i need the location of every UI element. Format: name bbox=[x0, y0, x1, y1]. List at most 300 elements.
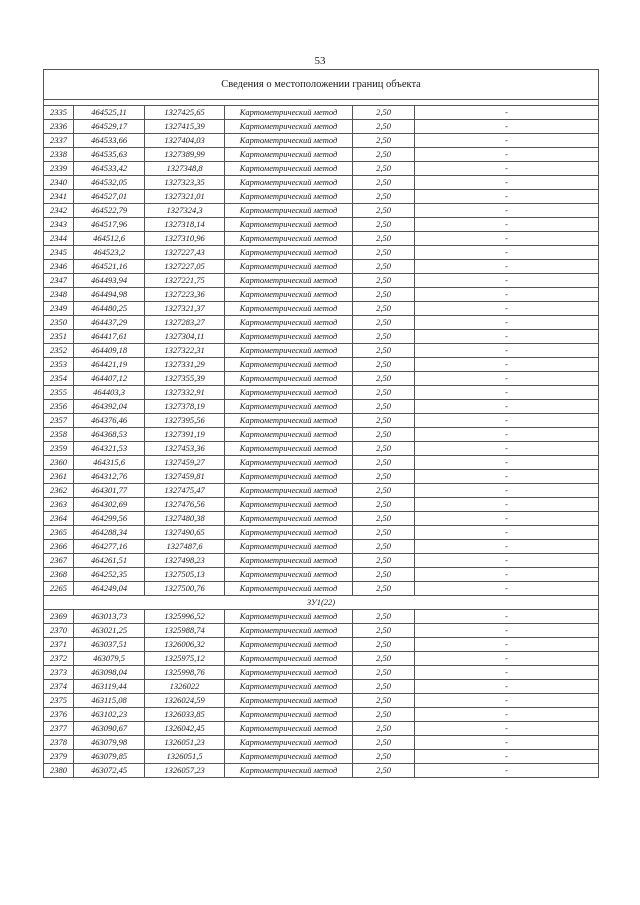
y-coordinate-cell: 1327323,35 bbox=[145, 176, 225, 190]
point-number-cell: 2356 bbox=[44, 400, 74, 414]
point-number-cell: 2376 bbox=[44, 708, 74, 722]
y-coordinate-cell: 1327332,91 bbox=[145, 386, 225, 400]
table-title: Сведения о местоположении границ объекта bbox=[44, 70, 599, 100]
method-cell: Картометрический метод bbox=[225, 218, 353, 232]
y-coordinate-cell: 1327391,19 bbox=[145, 428, 225, 442]
accuracy-cell: 2,50 bbox=[353, 694, 415, 708]
y-coordinate-cell: 1326033,85 bbox=[145, 708, 225, 722]
table-row bbox=[44, 316, 599, 330]
point-number-cell: 2349 bbox=[44, 302, 74, 316]
point-number-cell: 2336 bbox=[44, 120, 74, 134]
method-cell: Картометрический метод bbox=[225, 470, 353, 484]
y-coordinate-cell: 1325996,52 bbox=[145, 610, 225, 624]
method-cell: Картометрический метод bbox=[225, 456, 353, 470]
table-row bbox=[44, 526, 599, 540]
point-number-cell: 2364 bbox=[44, 512, 74, 526]
method-cell: Картометрический метод bbox=[225, 120, 353, 134]
table-row bbox=[44, 372, 599, 386]
accuracy-cell: 2,50 bbox=[353, 498, 415, 512]
description-cell: - bbox=[415, 218, 599, 232]
method-cell: Картометрический метод bbox=[225, 176, 353, 190]
x-coordinate-cell: 464512,6 bbox=[74, 232, 145, 246]
table-row bbox=[44, 540, 599, 554]
description-cell: - bbox=[415, 708, 599, 722]
description-cell: - bbox=[415, 498, 599, 512]
accuracy-cell: 2,50 bbox=[353, 722, 415, 736]
description-cell: - bbox=[415, 722, 599, 736]
x-coordinate-cell: 464315,6 bbox=[74, 456, 145, 470]
method-cell: Картометрический метод bbox=[225, 610, 353, 624]
accuracy-cell: 2,50 bbox=[353, 386, 415, 400]
y-coordinate-cell: 1327389,99 bbox=[145, 148, 225, 162]
description-cell: - bbox=[415, 288, 599, 302]
table-row bbox=[44, 442, 599, 456]
point-number-cell: 2367 bbox=[44, 554, 74, 568]
description-cell: - bbox=[415, 204, 599, 218]
y-coordinate-cell: 1327227,43 bbox=[145, 246, 225, 260]
description-cell: - bbox=[415, 190, 599, 204]
accuracy-cell: 2,50 bbox=[353, 232, 415, 246]
table-row bbox=[44, 232, 599, 246]
method-cell: Картометрический метод bbox=[225, 498, 353, 512]
y-coordinate-cell: 1327348,8 bbox=[145, 162, 225, 176]
x-coordinate-cell: 464302,69 bbox=[74, 498, 145, 512]
accuracy-cell: 2,50 bbox=[353, 582, 415, 596]
method-cell: Картометрический метод bbox=[225, 260, 353, 274]
point-number-cell: 2368 bbox=[44, 568, 74, 582]
description-cell: - bbox=[415, 386, 599, 400]
point-number-cell: 2342 bbox=[44, 204, 74, 218]
point-number-cell: 2343 bbox=[44, 218, 74, 232]
y-coordinate-cell: 1327487,6 bbox=[145, 540, 225, 554]
y-coordinate-cell: 1327321,01 bbox=[145, 190, 225, 204]
point-number-cell: 2366 bbox=[44, 540, 74, 554]
description-cell: - bbox=[415, 694, 599, 708]
y-coordinate-cell: 1326057,23 bbox=[145, 764, 225, 778]
accuracy-cell: 2,50 bbox=[353, 680, 415, 694]
accuracy-cell: 2,50 bbox=[353, 176, 415, 190]
table-row bbox=[44, 652, 599, 666]
accuracy-cell: 2,50 bbox=[353, 134, 415, 148]
table-row bbox=[44, 484, 599, 498]
method-cell: Картометрический метод bbox=[225, 414, 353, 428]
x-coordinate-cell: 463119,44 bbox=[74, 680, 145, 694]
method-cell: Картометрический метод bbox=[225, 288, 353, 302]
method-cell: Картометрический метод bbox=[225, 666, 353, 680]
table-row bbox=[44, 470, 599, 484]
accuracy-cell: 2,50 bbox=[353, 470, 415, 484]
table-row bbox=[44, 190, 599, 204]
description-cell: - bbox=[415, 736, 599, 750]
y-coordinate-cell: 1327304,11 bbox=[145, 330, 225, 344]
table-row bbox=[44, 134, 599, 148]
description-cell: - bbox=[415, 456, 599, 470]
table-row bbox=[44, 358, 599, 372]
point-number-cell: 2379 bbox=[44, 750, 74, 764]
point-number-cell: 2351 bbox=[44, 330, 74, 344]
table-row bbox=[44, 386, 599, 400]
method-cell: Картометрический метод bbox=[225, 246, 353, 260]
method-cell: Картометрический метод bbox=[225, 526, 353, 540]
table-row bbox=[44, 708, 599, 722]
point-number-cell: 2338 bbox=[44, 148, 74, 162]
point-number-cell: 2350 bbox=[44, 316, 74, 330]
x-coordinate-cell: 463115,08 bbox=[74, 694, 145, 708]
x-coordinate-cell: 463013,73 bbox=[74, 610, 145, 624]
accuracy-cell: 2,50 bbox=[353, 484, 415, 498]
point-number-cell: 2335 bbox=[44, 106, 74, 120]
table-row bbox=[44, 302, 599, 316]
method-cell: Картометрический метод bbox=[225, 190, 353, 204]
x-coordinate-cell: 464261,51 bbox=[74, 554, 145, 568]
y-coordinate-cell: 1327223,36 bbox=[145, 288, 225, 302]
method-cell: Картометрический метод bbox=[225, 736, 353, 750]
description-cell: - bbox=[415, 134, 599, 148]
x-coordinate-cell: 464535,63 bbox=[74, 148, 145, 162]
method-cell: Картометрический метод bbox=[225, 680, 353, 694]
point-number-cell: 2377 bbox=[44, 722, 74, 736]
description-cell: - bbox=[415, 666, 599, 680]
accuracy-cell: 2,50 bbox=[353, 358, 415, 372]
method-cell: Картометрический метод bbox=[225, 106, 353, 120]
table-row bbox=[44, 260, 599, 274]
description-cell: - bbox=[415, 358, 599, 372]
x-coordinate-cell: 464299,56 bbox=[74, 512, 145, 526]
accuracy-cell: 2,50 bbox=[353, 540, 415, 554]
method-cell: Картометрический метод bbox=[225, 204, 353, 218]
method-cell: Картометрический метод bbox=[225, 372, 353, 386]
accuracy-cell: 2,50 bbox=[353, 344, 415, 358]
description-cell: - bbox=[415, 120, 599, 134]
description-cell: - bbox=[415, 232, 599, 246]
point-number-cell: 2361 bbox=[44, 470, 74, 484]
method-cell: Картометрический метод bbox=[225, 428, 353, 442]
accuracy-cell: 2,50 bbox=[353, 414, 415, 428]
x-coordinate-cell: 463079,98 bbox=[74, 736, 145, 750]
y-coordinate-cell: 1326006,32 bbox=[145, 638, 225, 652]
y-coordinate-cell: 1327322,31 bbox=[145, 344, 225, 358]
x-coordinate-cell: 463102,23 bbox=[74, 708, 145, 722]
method-cell: Картометрический метод bbox=[225, 274, 353, 288]
x-coordinate-cell: 463021,25 bbox=[74, 624, 145, 638]
y-coordinate-cell: 1327453,36 bbox=[145, 442, 225, 456]
accuracy-cell: 2,50 bbox=[353, 750, 415, 764]
x-coordinate-cell: 464517,96 bbox=[74, 218, 145, 232]
table-row bbox=[44, 750, 599, 764]
method-cell: Картометрический метод bbox=[225, 358, 353, 372]
x-coordinate-cell: 463072,45 bbox=[74, 764, 145, 778]
table-row bbox=[44, 764, 599, 778]
description-cell: - bbox=[415, 148, 599, 162]
method-cell: Картометрический метод bbox=[225, 554, 353, 568]
description-cell: - bbox=[415, 428, 599, 442]
y-coordinate-cell: 1327505,13 bbox=[145, 568, 225, 582]
description-cell: - bbox=[415, 470, 599, 484]
method-cell: Картометрический метод bbox=[225, 386, 353, 400]
y-coordinate-cell: 1325998,76 bbox=[145, 666, 225, 680]
x-coordinate-cell: 464533,42 bbox=[74, 162, 145, 176]
accuracy-cell: 2,50 bbox=[353, 316, 415, 330]
description-cell: - bbox=[415, 176, 599, 190]
accuracy-cell: 2,50 bbox=[353, 106, 415, 120]
y-coordinate-cell: 1327415,39 bbox=[145, 120, 225, 134]
point-number-cell: 2352 bbox=[44, 344, 74, 358]
description-cell: - bbox=[415, 652, 599, 666]
x-coordinate-cell: 464525,11 bbox=[74, 106, 145, 120]
method-cell: Картометрический метод bbox=[225, 512, 353, 526]
description-cell: - bbox=[415, 512, 599, 526]
accuracy-cell: 2,50 bbox=[353, 568, 415, 582]
point-number-cell: 2371 bbox=[44, 638, 74, 652]
description-cell: - bbox=[415, 638, 599, 652]
accuracy-cell: 2,50 bbox=[353, 260, 415, 274]
table-row bbox=[44, 400, 599, 414]
x-coordinate-cell: 464493,94 bbox=[74, 274, 145, 288]
y-coordinate-cell: 1327490,65 bbox=[145, 526, 225, 540]
point-number-cell: 2359 bbox=[44, 442, 74, 456]
x-coordinate-cell: 464480,25 bbox=[74, 302, 145, 316]
table-row bbox=[44, 666, 599, 680]
point-number-cell: 2346 bbox=[44, 260, 74, 274]
table-row bbox=[44, 274, 599, 288]
y-coordinate-cell: 1327355,39 bbox=[145, 372, 225, 386]
page-number: 53 bbox=[314, 55, 326, 67]
table-row bbox=[44, 106, 599, 120]
table-row bbox=[44, 498, 599, 512]
description-cell: - bbox=[415, 554, 599, 568]
table-title-row bbox=[44, 70, 599, 100]
x-coordinate-cell: 464249,04 bbox=[74, 582, 145, 596]
method-cell: Картометрический метод bbox=[225, 134, 353, 148]
table-row bbox=[44, 512, 599, 526]
description-cell: - bbox=[415, 260, 599, 274]
x-coordinate-cell: 464417,61 bbox=[74, 330, 145, 344]
y-coordinate-cell: 1327318,14 bbox=[145, 218, 225, 232]
x-coordinate-cell: 464521,16 bbox=[74, 260, 145, 274]
y-coordinate-cell: 1326022 bbox=[145, 680, 225, 694]
x-coordinate-cell: 464277,16 bbox=[74, 540, 145, 554]
accuracy-cell: 2,50 bbox=[353, 218, 415, 232]
point-number-cell: 2373 bbox=[44, 666, 74, 680]
table-row bbox=[44, 204, 599, 218]
accuracy-cell: 2,50 bbox=[353, 330, 415, 344]
table-row bbox=[44, 176, 599, 190]
accuracy-cell: 2,50 bbox=[353, 624, 415, 638]
method-cell: Картометрический метод bbox=[225, 400, 353, 414]
y-coordinate-cell: 1327221,75 bbox=[145, 274, 225, 288]
y-coordinate-cell: 1327395,56 bbox=[145, 414, 225, 428]
accuracy-cell: 2,50 bbox=[353, 442, 415, 456]
table-row bbox=[44, 610, 599, 624]
table-row bbox=[44, 456, 599, 470]
table-row bbox=[44, 246, 599, 260]
table-row bbox=[44, 694, 599, 708]
y-coordinate-cell: 1327425,65 bbox=[145, 106, 225, 120]
table-row bbox=[44, 554, 599, 568]
point-number-cell: 2353 bbox=[44, 358, 74, 372]
point-number-cell: 2345 bbox=[44, 246, 74, 260]
table-row bbox=[44, 148, 599, 162]
y-coordinate-cell: 1327324,3 bbox=[145, 204, 225, 218]
x-coordinate-cell: 464409,18 bbox=[74, 344, 145, 358]
point-number-cell: 2374 bbox=[44, 680, 74, 694]
method-cell: Картометрический метод bbox=[225, 330, 353, 344]
table-row bbox=[44, 414, 599, 428]
section-label: ЗУ1(22) bbox=[44, 596, 599, 610]
description-cell: - bbox=[415, 610, 599, 624]
point-number-cell: 2340 bbox=[44, 176, 74, 190]
accuracy-cell: 2,50 bbox=[353, 148, 415, 162]
y-coordinate-cell: 1327476,56 bbox=[145, 498, 225, 512]
description-cell: - bbox=[415, 274, 599, 288]
x-coordinate-cell: 464312,76 bbox=[74, 470, 145, 484]
method-cell: Картометрический метод bbox=[225, 148, 353, 162]
accuracy-cell: 2,50 bbox=[353, 512, 415, 526]
accuracy-cell: 2,50 bbox=[353, 456, 415, 470]
description-cell: - bbox=[415, 400, 599, 414]
method-cell: Картометрический метод bbox=[225, 344, 353, 358]
method-cell: Картометрический метод bbox=[225, 708, 353, 722]
description-cell: - bbox=[415, 764, 599, 778]
point-number-cell: 2348 bbox=[44, 288, 74, 302]
point-number-cell: 2369 bbox=[44, 610, 74, 624]
point-number-cell: 2341 bbox=[44, 190, 74, 204]
x-coordinate-cell: 464321,53 bbox=[74, 442, 145, 456]
description-cell: - bbox=[415, 540, 599, 554]
table-row bbox=[44, 218, 599, 232]
x-coordinate-cell: 464376,46 bbox=[74, 414, 145, 428]
x-coordinate-cell: 464527,01 bbox=[74, 190, 145, 204]
x-coordinate-cell: 464523,2 bbox=[74, 246, 145, 260]
point-number-cell: 2370 bbox=[44, 624, 74, 638]
y-coordinate-cell: 1326051,23 bbox=[145, 736, 225, 750]
description-cell: - bbox=[415, 372, 599, 386]
x-coordinate-cell: 464407,12 bbox=[74, 372, 145, 386]
method-cell: Картометрический метод bbox=[225, 442, 353, 456]
x-coordinate-cell: 464368,53 bbox=[74, 428, 145, 442]
method-cell: Картометрический метод bbox=[225, 540, 353, 554]
x-coordinate-cell: 464533,66 bbox=[74, 134, 145, 148]
point-number-cell: 2365 bbox=[44, 526, 74, 540]
table-row bbox=[44, 624, 599, 638]
description-cell: - bbox=[415, 330, 599, 344]
x-coordinate-cell: 464529,17 bbox=[74, 120, 145, 134]
accuracy-cell: 2,50 bbox=[353, 554, 415, 568]
point-number-cell: 2375 bbox=[44, 694, 74, 708]
table-row bbox=[44, 638, 599, 652]
boundary-coordinates-table bbox=[43, 69, 599, 778]
accuracy-cell: 2,50 bbox=[353, 302, 415, 316]
table-row bbox=[44, 582, 599, 596]
table-row bbox=[44, 568, 599, 582]
table-row bbox=[44, 288, 599, 302]
description-cell: - bbox=[415, 302, 599, 316]
accuracy-cell: 2,50 bbox=[353, 764, 415, 778]
point-number-cell: 2357 bbox=[44, 414, 74, 428]
point-number-cell: 2380 bbox=[44, 764, 74, 778]
x-coordinate-cell: 464532,05 bbox=[74, 176, 145, 190]
accuracy-cell: 2,50 bbox=[353, 274, 415, 288]
table-body bbox=[44, 70, 599, 778]
x-coordinate-cell: 464494,98 bbox=[74, 288, 145, 302]
accuracy-cell: 2,50 bbox=[353, 246, 415, 260]
point-number-cell: 2355 bbox=[44, 386, 74, 400]
description-cell: - bbox=[415, 442, 599, 456]
method-cell: Картометрический метод bbox=[225, 764, 353, 778]
description-cell: - bbox=[415, 582, 599, 596]
y-coordinate-cell: 1327480,38 bbox=[145, 512, 225, 526]
table-row bbox=[44, 736, 599, 750]
y-coordinate-cell: 1327331,29 bbox=[145, 358, 225, 372]
description-cell: - bbox=[415, 680, 599, 694]
table-row bbox=[44, 722, 599, 736]
table-row bbox=[44, 120, 599, 134]
accuracy-cell: 2,50 bbox=[353, 666, 415, 680]
y-coordinate-cell: 1327404,03 bbox=[145, 134, 225, 148]
method-cell: Картометрический метод bbox=[225, 232, 353, 246]
method-cell: Картометрический метод bbox=[225, 652, 353, 666]
y-coordinate-cell: 1326024,59 bbox=[145, 694, 225, 708]
x-coordinate-cell: 463037,51 bbox=[74, 638, 145, 652]
description-cell: - bbox=[415, 106, 599, 120]
table-row bbox=[44, 680, 599, 694]
y-coordinate-cell: 1327283,27 bbox=[145, 316, 225, 330]
description-cell: - bbox=[415, 344, 599, 358]
x-coordinate-cell: 463079,85 bbox=[74, 750, 145, 764]
point-number-cell: 2363 bbox=[44, 498, 74, 512]
accuracy-cell: 2,50 bbox=[353, 190, 415, 204]
y-coordinate-cell: 1325988,74 bbox=[145, 624, 225, 638]
point-number-cell: 2337 bbox=[44, 134, 74, 148]
method-cell: Картометрический метод bbox=[225, 162, 353, 176]
x-coordinate-cell: 464252,35 bbox=[74, 568, 145, 582]
y-coordinate-cell: 1327475,47 bbox=[145, 484, 225, 498]
accuracy-cell: 2,50 bbox=[353, 652, 415, 666]
description-cell: - bbox=[415, 246, 599, 260]
point-number-cell: 2347 bbox=[44, 274, 74, 288]
point-number-cell: 2360 bbox=[44, 456, 74, 470]
accuracy-cell: 2,50 bbox=[353, 638, 415, 652]
accuracy-cell: 2,50 bbox=[353, 708, 415, 722]
method-cell: Картометрический метод bbox=[225, 722, 353, 736]
point-number-cell: 2354 bbox=[44, 372, 74, 386]
method-cell: Картометрический метод bbox=[225, 484, 353, 498]
y-coordinate-cell: 1327227,05 bbox=[145, 260, 225, 274]
method-cell: Картометрический метод bbox=[225, 694, 353, 708]
y-coordinate-cell: 1327459,27 bbox=[145, 456, 225, 470]
method-cell: Картометрический метод bbox=[225, 302, 353, 316]
method-cell: Картометрический метод bbox=[225, 582, 353, 596]
table-row bbox=[44, 162, 599, 176]
x-coordinate-cell: 464301,77 bbox=[74, 484, 145, 498]
accuracy-cell: 2,50 bbox=[353, 204, 415, 218]
section-row bbox=[44, 596, 599, 610]
accuracy-cell: 2,50 bbox=[353, 162, 415, 176]
point-number-cell: 2362 bbox=[44, 484, 74, 498]
x-coordinate-cell: 463079,5 bbox=[74, 652, 145, 666]
description-cell: - bbox=[415, 526, 599, 540]
table-row bbox=[44, 344, 599, 358]
point-number-cell: 2265 bbox=[44, 582, 74, 596]
accuracy-cell: 2,50 bbox=[353, 526, 415, 540]
point-number-cell: 2372 bbox=[44, 652, 74, 666]
accuracy-cell: 2,50 bbox=[353, 610, 415, 624]
y-coordinate-cell: 1326042,45 bbox=[145, 722, 225, 736]
accuracy-cell: 2,50 bbox=[353, 372, 415, 386]
method-cell: Картометрический метод bbox=[225, 750, 353, 764]
accuracy-cell: 2,50 bbox=[353, 400, 415, 414]
x-coordinate-cell: 464437,29 bbox=[74, 316, 145, 330]
